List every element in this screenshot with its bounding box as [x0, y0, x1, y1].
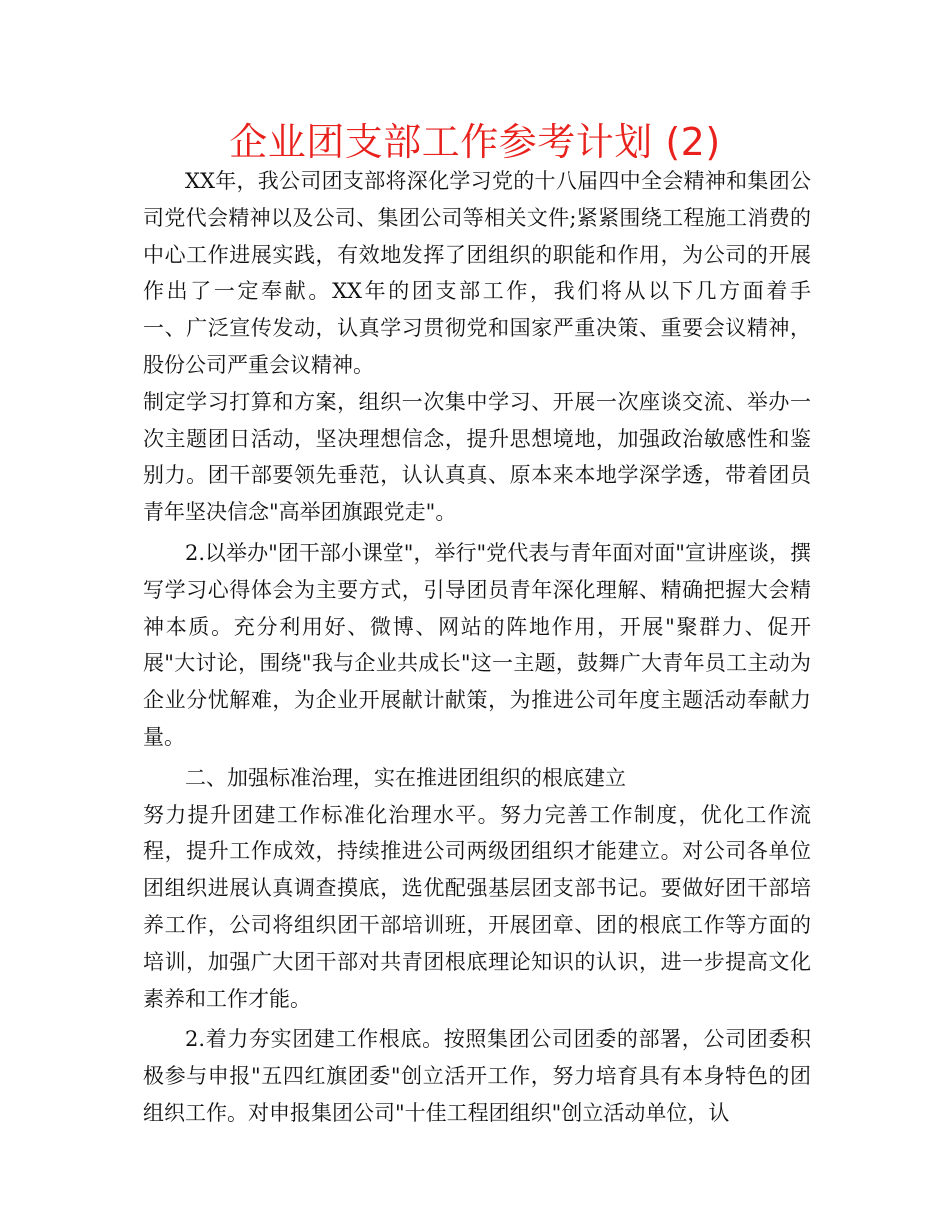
section-heading-2: 二、加强标准治理，实在推进团组织的根底建立	[185, 765, 626, 790]
paragraph-standardization: 努力提升团建工作标准化治理水平。努力完善工作制度，优化工作流程，提升工作成效，持续推进公司两级团组织才能建立。对公司各单位团组织进展认真调查摸底，选优配强基层团支部书记。要做好团干部培养工作，公司将组织团干部培训班，开展团章、团的根底工作等方面的培训，加强广大团干部对共青团根底理论知识的认识，进一步提高文化素养和工作才能。	[143, 802, 811, 1011]
paragraph-intro: XX年，我公司团支部将深化学习党的十八届四中全会精神和集团公司党代会精神以及公司、集团公司等相关文件;紧紧围绕工程施工消费的中心工作进展实践，有效地发挥了团组织的职能和作用，为公司的开展作出了一定奉献。XX年的团支部工作，我们将从以下几方面着手 一、广泛宣传发动，认真学习贯彻党和国家严重决策、重要会议精神，股份公司严重会议精神。	[143, 169, 853, 377]
paragraph-item-2-foundation: 2.着力夯实团建工作根底。按照集团公司团委的部署，公司团委积极参与申报"五四红旗团委"创立活开工作，努力培育具有本身特色的团组织工作。对申报集团公司"十佳工程团组织"创立活动单位，认	[143, 1027, 811, 1125]
paragraph-study-plan: 制定学习打算和方案，组织一次集中学习、开展一次座谈交流、举办一次主题团日活动，坚决理想信念，提升思想境地，加强政治敏感性和鉴别力。团干部要领先垂范，认认真真、原本来本地学深学透，带着团员青年坚决信念"高举团旗跟党走"。	[143, 389, 811, 525]
document-body	[143, 163, 853, 1132]
document-title: 企业团支部工作参考计划 (2)	[229, 120, 721, 164]
paragraph-item-2-lecture: 2.以举办"团干部小课堂"，举行"党代表与青年面对面"宣讲座谈，撰写学习心得体会为主要方式，引导团员青年深化理解、精确把握大会精神本质。充分利用好、微博、网站的阵地作用，开展"聚群力、促开展"大讨论，围绕"我与企业共成长"这一主题，鼓舞广大青年员工主动为企业分忧解难，为企业开展献计献策，为推进公司年度主题活动奉献力量。	[143, 540, 811, 749]
